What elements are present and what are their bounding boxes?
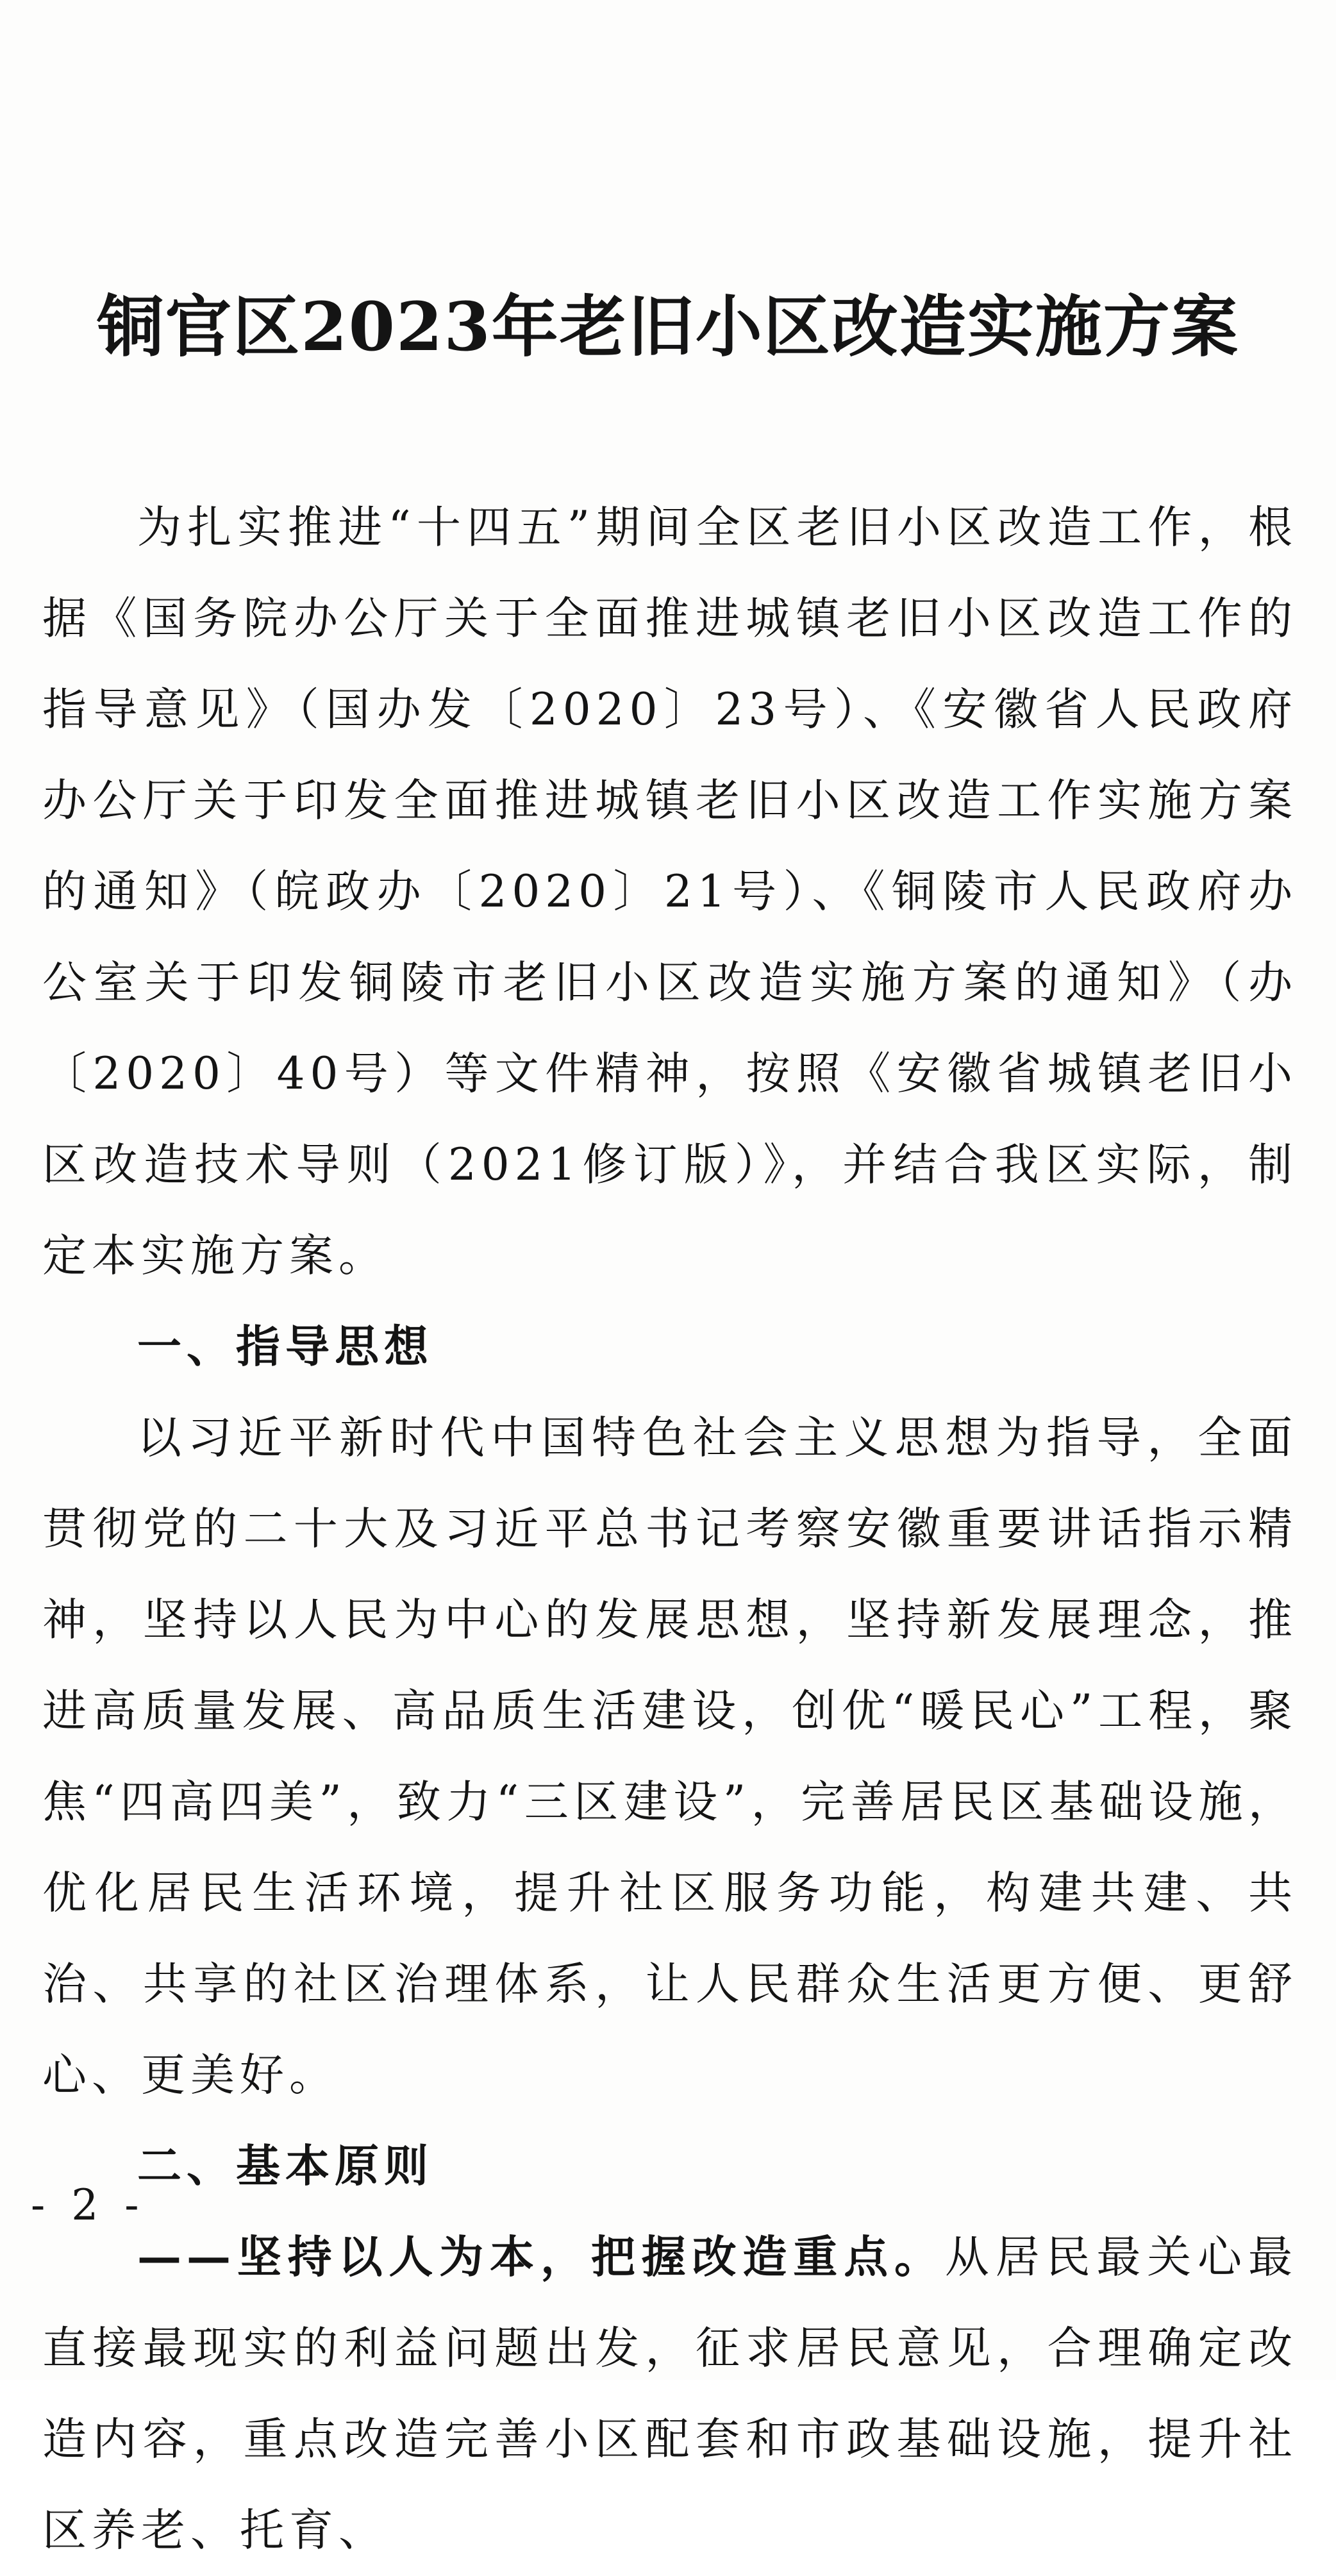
section-heading-basic-principles: 二、基本原则 (137, 2140, 433, 2192)
intro-paragraph: 为扎实推进“十四五”期间全区老旧小区改造工作，根据《国务院办公厅关于全面推进城镇老旧小区改造工作的指导意见》（国办发〔2020〕23号）、《安徽省人民政府办公厅关于印发全面推进城镇老旧小区改造工作实施方案的通知》（皖政办〔2020〕21号）、《铜陵市人民政府办公室关于印发铜陵市老旧小区改造实施方案的通知》（办〔2020〕40号）等文件精神，按照《安徽省城镇老旧小区改造技术导则（2021修订版）》，并结合我区实际，制定本实施方案。 (42, 502, 1298, 1282)
section-heading-guiding-ideology: 一、指导思想 (137, 1321, 433, 1373)
document-body (42, 482, 1298, 2576)
document-title: 铜官区2023年老旧小区改造实施方案 (97, 287, 1239, 366)
principle-paragraph (42, 2212, 1298, 2576)
principle-lead: ——坚持以人为本，把握改造重点。 (137, 2231, 945, 2283)
principle-text: 从居民最关心最直接最现实的利益问题出发，征求居民意见，合理确定改造内容，重点改造完善小区配套和市政基础设施，提升社区养老、托育、 (42, 2232, 1298, 2556)
page-number: - 2 - (31, 2180, 146, 2230)
guiding-ideology-paragraph: 以习近平新时代中国特色社会主义思想为指导，全面贯彻党的二十大及习近平总书记考察安徽重要讲话指示精神，坚持以人民为中心的发展思想，坚持新发展理念，推进高质量发展、高品质生活建设，创优“暖民心”工程，聚焦“四高四美”，致力“三区建设”，完善居民区基础设施，优化居民生活环境，提升社区服务功能，构建共建、共治、共享的社区治理体系，让人民群众生活更方便、更舒心、更美好。 (42, 1412, 1298, 2101)
